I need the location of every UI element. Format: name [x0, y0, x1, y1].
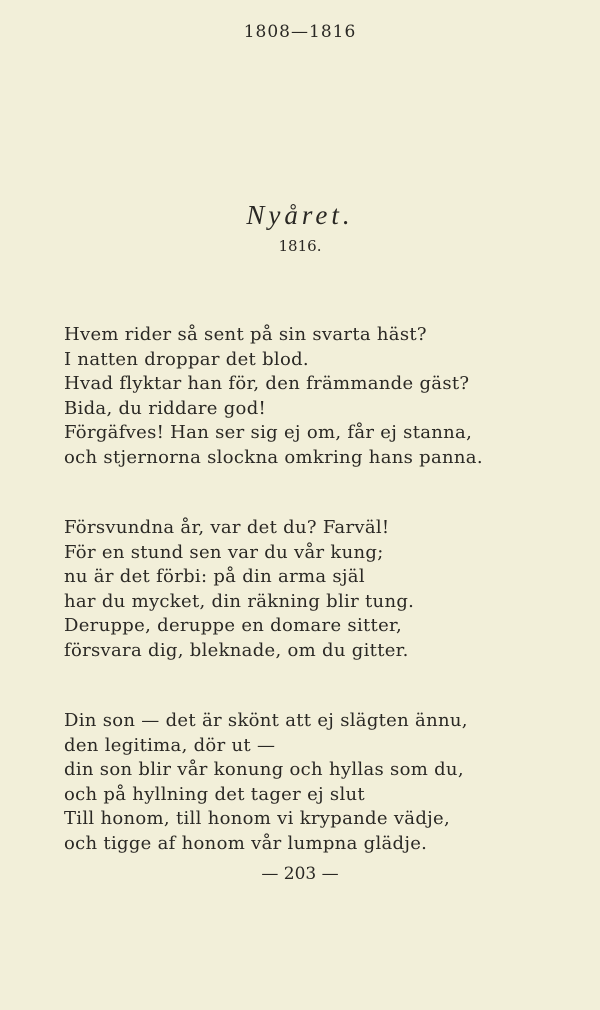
stanza-2: [64, 516, 554, 663]
verse-line: I natten droppar det blod.: [64, 348, 309, 370]
running-head: 1808—1816: [243, 22, 357, 42]
verse-line: nu är det förbi: på din arma själ: [64, 566, 365, 587]
poem-title: Nyåret.: [246, 200, 354, 230]
verse-line: Hvem rider så sent på sin svarta häst?: [64, 324, 427, 345]
verse-line: har du mycket, din räkning blir tung.: [64, 590, 415, 612]
poem-year: 1816.: [278, 237, 322, 255]
verse-line: Försvundna år, var det du? Farväl!: [64, 517, 390, 538]
verse-line: Hvad flyktar han för, den främmande gäst?: [64, 373, 470, 394]
verse-line: Förgäfves! Han ser sig ej om, får ej stanna,: [64, 422, 473, 443]
stanza-1: [64, 323, 554, 470]
stanza-3: [64, 709, 554, 856]
verse-line: Deruppe, deruppe en domare sitter,: [64, 615, 402, 636]
verse-line: den legitima, dör ut —: [64, 734, 276, 756]
verse-line: försvara dig, bleknade, om du gitter.: [64, 639, 409, 661]
verse-line: din son blir vår konung och hyllas som du,: [64, 759, 464, 780]
verse-line: Din son — det är skönt att ej slägten ännu,: [64, 710, 468, 731]
verse-line: Till honom, till honom vi krypande vädje,: [64, 808, 450, 829]
verse-line: För en stund sen var du vår kung;: [64, 541, 384, 563]
verse-line: och på hyllning det tager ej slut: [64, 783, 365, 805]
verse-line: Bida, du riddare god!: [64, 397, 267, 419]
page-number: — 203 —: [261, 864, 339, 884]
verse-line: och stjernorna slockna omkring hans panna.: [64, 446, 483, 468]
verse-line: och tigge af honom vår lumpna glädje.: [64, 832, 428, 854]
